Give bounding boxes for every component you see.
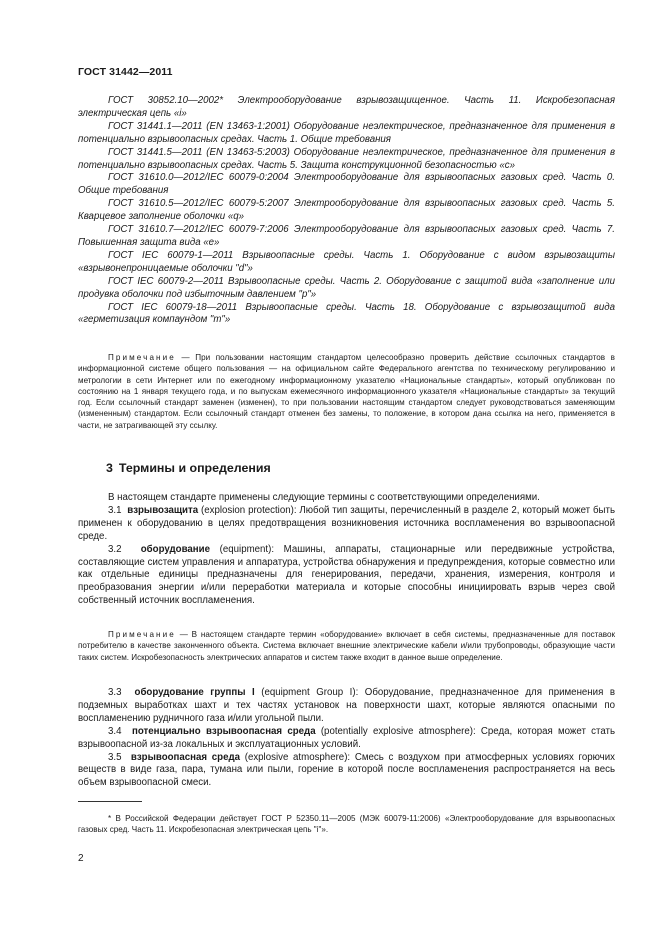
reference-item: ГОСТ IEC 60079-1—2011 Взрывоопасные среды. Часть 1. Оборудование с видом взрывозащиты «взрывонепроницаемые оболочки "d"» <box>78 249 615 274</box>
term-item <box>78 505 615 544</box>
term-number: 3.2 <box>108 543 122 555</box>
term-name: потенциально взрывоопасная среда <box>132 725 316 737</box>
term-item <box>78 687 615 726</box>
terms-block-1 <box>78 492 615 608</box>
term-number: 3.1 <box>108 504 122 516</box>
term-item <box>78 752 615 791</box>
reference-item: ГОСТ IEC 60079-18—2011 Взрывоопасные среды. Часть 18. Оборудование с взрывозащитой вида «герметизация компаундом "m"» <box>78 301 615 326</box>
term-item <box>78 726 615 752</box>
term-name: оборудование <box>140 543 210 555</box>
normative-references <box>78 95 615 327</box>
term-name: взрывозащита <box>127 504 199 516</box>
footnote-divider <box>78 801 142 802</box>
term-name: взрывоопасная среда <box>130 751 240 763</box>
term-definition: (explosive atmosphere): Смесь с воздухом при атмосферных условиях горючих веществ в виде газа, пара, тумана или пыли, горение в которой после воспламенения распространяется на весь объем взрывоопасной смеси. <box>78 751 615 789</box>
section-number: 3 <box>106 461 113 475</box>
term-definition: (equipment): Машины, аппараты, стационарные или передвижные устройства, составляющие систем управления и аппаратура, устройства обнаружения и предупреждения, которые совместно или как отдельные единицы предназначены для генерирования, передачи, хранения, измерения, контроля и преобразования энергии и/или переработки материала и которые способны инициировать взрыв через свой собственный источник воспламенения. <box>78 543 615 607</box>
reference-item: ГОСТ 31441.1—2011 (EN 13463-1:2001) Оборудование неэлектрическое, предназначенное для применения в потенциально взрывоопасных средах. Часть 1. Общие требования <box>78 120 615 145</box>
footnote: * В Российской Федерации действует ГОСТ Р 52350.11—2005 (МЭК 60079-11:2006) «Электрооборудование для взрывоопасных газовых сред. Часть 11. Искробезопасная электрическая цепь "i"». <box>78 814 615 835</box>
note-text: — В настоящем стандарте термин «оборудование» включает в себя системы, предназначенные для поставок потребителю в качестве законченного объекта. Система включает внешние электрические кабели и/или трубопроводы, образующие части таких систем. Искробезопасность электрических аппаратов и систем также входит в данное выше определение. <box>78 630 615 662</box>
reference-item: ГОСТ 31610.5—2012/IEC 60079-5:2007 Электрооборудование для взрывоопасных газовых сред. Часть 5. Кварцевое заполнение оболочки «q» <box>78 198 615 223</box>
reference-item: ГОСТ 31610.0—2012/IEC 60079-0:2004 Электрооборудование для взрывоопасных газовых сред. Часть 0. Общие требования <box>78 172 615 197</box>
reference-item: ГОСТ 31441.5—2011 (EN 13463-5:2003) Оборудование неэлектрическое, предназначенное для применения в потенциально взрывоопасных средах. Часть 5. Защита конструкционной безопасностью «с» <box>78 146 615 171</box>
note-references <box>78 352 615 431</box>
term-number: 3.5 <box>108 751 122 763</box>
term-definition: (potentially explosive atmosphere): Среда, которая может стать взрывоопасной из-за локальных и эксплуатационных условий. <box>78 725 615 750</box>
section-title: Термины и определения <box>118 461 271 475</box>
intro-paragraph: В настоящем стандарте применены следующие термины с соответствующими определениями. <box>108 492 540 503</box>
note-equipment <box>78 629 615 663</box>
reference-item: ГОСТ IEC 60079-2—2011 Взрывоопасные среды. Часть 2. Оборудование с защитой вида «заполнение или продувка оболочки под избыточным давлением "р"» <box>78 275 615 300</box>
note-lead: Примечание <box>108 353 176 362</box>
document-header: ГОСТ 31442—2011 <box>78 66 173 78</box>
term-definition: (explosion protection): Любой тип защиты, перечисленный в разделе 2, который может быть применен к оборудованию в целях предотвращения возникновения источника воспламенения во взрывоопасной среде. <box>78 504 615 542</box>
page-number: 2 <box>78 853 84 864</box>
reference-item: ГОСТ 31610.7—2012/IEC 60079-7:2006 Электрооборудование для взрывоопасных газовых сред. Часть 7. Повышенная защита вида «е» <box>78 224 615 248</box>
note-lead: Примечание <box>108 630 176 639</box>
term-name: оборудование группы I <box>134 687 255 698</box>
note-text: — При пользовании настоящим стандартом целесообразно проверить действие ссылочных стандартов в информационной системе общего пользования — на официальном сайте Федерального агентства по техническому регулированию и метрологии в сети Интернет или по ежегодному информационному указателю «Национальные стандарты», который опубликован по состоянию на 1 января текущего года, и по выпускам ежемесячного информационного указателя «Национальные стандарты» за текущий год. Если ссылочный стандарт заменен (изменен), то при пользовании настоящим стандартом следует руководствоваться заменяющим (измененным) стандартом. Если ссылочный стандарт отменен без замены, то положение, в котором дана ссылка на него, применяется в части, не затрагивающей эту ссылку. <box>78 353 615 430</box>
section-heading <box>106 461 271 475</box>
term-number: 3.4 <box>108 725 122 737</box>
terms-block-2 <box>78 687 615 790</box>
term-item <box>78 544 615 609</box>
term-number: 3.3 <box>108 687 122 698</box>
term-definition: (equipment Group I): Оборудование, предназначенное для применения в подземных выработках шахт и тех частях установок на поверхности шахт, которые являются опасными по воспламенению рудничного газа и/или угольной пыли. <box>78 687 615 724</box>
reference-item: ГОСТ 30852.10—2002* Электрооборудование взрывозащищенное. Часть 11. Искробезопасная электрическая цепь «i» <box>78 95 615 119</box>
